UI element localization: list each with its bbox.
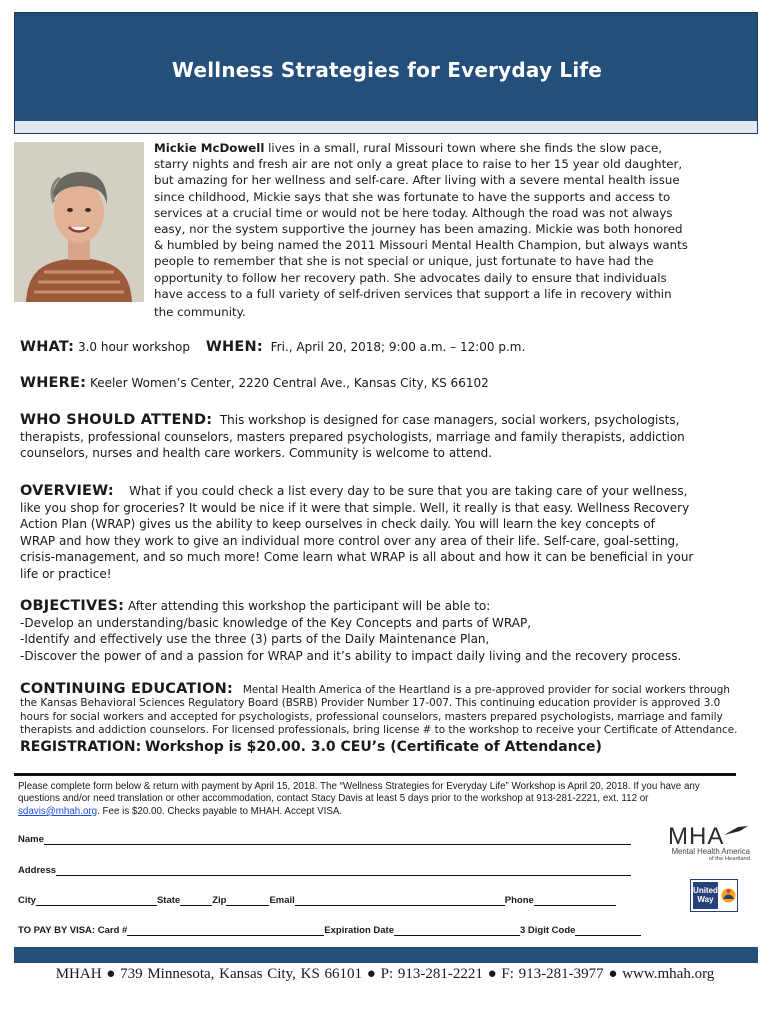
bio-line: the community. <box>154 305 246 320</box>
what-label: WHAT: <box>20 339 75 355</box>
name-row <box>18 834 631 845</box>
address-row <box>18 865 631 876</box>
address-field[interactable] <box>56 865 631 876</box>
when-label: WHEN: <box>205 339 263 355</box>
form-instructions <box>18 781 738 818</box>
bio-line: lives in a small, rural Missouri town where she finds the slow pace, <box>264 141 662 155</box>
contact-email-link[interactable]: sdavis@mhah.org <box>18 805 98 817</box>
bio-line: opportunity to follow her recovery path. She advocates daily to ensure that individuals <box>154 270 667 285</box>
bio-line: easy, nor the system supportive the journey has been amazing. Mickie was both honored <box>154 222 683 237</box>
what-value: 3.0 hour workshop <box>77 340 191 354</box>
visa-row <box>18 925 641 936</box>
email-field[interactable] <box>295 895 505 906</box>
registration-row <box>20 739 748 756</box>
overview-section <box>20 483 748 582</box>
when-value: Fri., April 20, 2018; 9:00 a.m. – 12:00 p.m. <box>270 340 526 354</box>
expiration-label: Expiration Date <box>324 925 394 936</box>
name-label: Name <box>18 834 44 845</box>
ce-line: hours for social workers and accepted for psychologists, professional counselors, masters prepared psychologists, marriage and family <box>20 710 723 723</box>
mha-logo-subtitle: Mental Health America <box>671 847 750 856</box>
where-label: WHERE: <box>20 375 87 391</box>
who-line: counselors, nurses and health care workers. Community is welcome to attend. <box>20 446 493 460</box>
ce-line: Mental Health America of the Heartland is a pre-approved provider for social workers through <box>242 684 730 696</box>
mha-logo-letters: MHA <box>668 823 725 850</box>
objective-item: -Develop an understanding/basic knowledge of the Key Concepts and parts of WRAP, <box>20 615 532 630</box>
state-label: State <box>156 895 181 906</box>
city-row <box>18 895 616 906</box>
city-label: City <box>18 895 36 906</box>
overview-line: What if you could check a list every day to be sure that you are taking care of your wellness, <box>129 484 688 498</box>
code-field[interactable] <box>575 925 641 936</box>
continuing-education-section <box>20 683 748 738</box>
who-line: This workshop is designed for case managers, social workers, psychologists, <box>219 413 680 427</box>
form-intro-line: questions and/or need translation or other accommodation, contact Stacy Davis at least 5 days prior to the workshop at 913-281-2221, ext. 112 or <box>18 793 649 805</box>
city-field[interactable] <box>36 895 157 906</box>
address-label: Address <box>18 865 57 876</box>
overview-line: life or practice! <box>20 566 112 581</box>
objectives-section <box>20 598 748 664</box>
mha-swoosh-icon <box>724 826 748 836</box>
overview-line: like you shop for groceries? It would be nice if it were that simple. Well, it really is that easy. Wellness Recovery <box>20 500 690 515</box>
mha-logo <box>668 823 750 862</box>
phone-label: Phone <box>504 895 534 906</box>
bio-line: have access to a full variety of self-driven services that support a life in recovery within <box>154 286 672 301</box>
card-number-field[interactable] <box>127 925 324 936</box>
page-title: Wellness Strategies for Everyday Life <box>171 58 603 82</box>
registration-value: Workshop is $20.00. 3.0 CEU’s (Certificate of Attendance) <box>145 739 602 755</box>
who-line: therapists, professional counselors, masters prepared psychologists, marriage and family therapists, addiction <box>20 429 685 444</box>
ce-line: therapists and addiction counselors. For licensed professionals, bring license # to the workshop to receive your Certificate of Attendance. <box>20 724 738 737</box>
bio-line: services at a crucial time or would not be here today. Although the road was not always <box>154 205 673 220</box>
objectives-intro: After attending this workshop the participant will be able to: <box>128 599 491 613</box>
name-field[interactable] <box>44 834 631 845</box>
overview-line: crisis-management, and so much more! Come learn what WRAP is all about and how it can be beneficial in your <box>20 550 694 564</box>
bio-line: starry nights and fresh air are not only a great place to raise to her 15 year old daughter, <box>154 157 683 172</box>
form-divider <box>14 773 736 776</box>
form-intro-line: Please complete form below & return with payment by April 15, 2018. The “Wellness Strategies for Everyday Life” Workshop is April 20, 2018. If you have any <box>18 781 700 792</box>
overview-line: Action Plan (WRAP) gives us the ability to keep ourselves in check daily. You will learn the key concepts of <box>20 517 655 531</box>
where-row <box>20 375 748 392</box>
objective-item: -Identify and effectively use the three (3) parts of the Daily Maintenance Plan, <box>20 632 490 646</box>
who-label: WHO SHOULD ATTEND: <box>20 412 213 428</box>
form-intro-line: . Fee is $20.00. Checks payable to MHAH. Accept VISA. <box>97 805 343 817</box>
email-label: Email <box>269 895 295 906</box>
banner-strip <box>15 121 757 133</box>
who-section <box>20 412 748 462</box>
footer-contact: MHAH ● 739 Minnesota, Kansas City, KS 66101 ● P: 913-281-2221 ● F: 913-281-3977 ● www.mhah.org <box>55 966 715 982</box>
ce-label: CONTINUING EDUCATION: <box>20 681 233 697</box>
state-field[interactable] <box>180 895 212 906</box>
registration-label: REGISTRATION: <box>20 739 142 755</box>
visa-card-label: TO PAY BY VISA: Card # <box>18 925 128 936</box>
title-banner <box>14 12 758 134</box>
footer-bar <box>14 947 758 963</box>
where-value: Keeler Women’s Center, 2220 Central Ave., Kansas City, KS 66102 <box>89 376 489 390</box>
bio-line: & humbled by being named the 2011 Missouri Mental Health Champion, but always wants <box>154 238 688 253</box>
ce-line: the Kansas Behavioral Sciences Regulatory Board (BSRB) Provider Number 17-007. This continuing education provider is approved 3.0 <box>20 697 721 710</box>
bio-line: but amazing for her wellness and self-care. After living with a severe mental health issue <box>154 173 680 188</box>
zip-field[interactable] <box>226 895 269 906</box>
bio-line: people to remember that she is not special or unique, just fortunate to have had the <box>154 254 654 269</box>
what-when-row <box>20 339 748 356</box>
phone-field[interactable] <box>534 895 616 906</box>
united-way-hand-icon <box>721 885 736 906</box>
zip-label: Zip <box>212 895 227 906</box>
speaker-bio <box>154 140 732 320</box>
united-way-logo <box>690 879 738 912</box>
speaker-photo <box>14 142 144 302</box>
mha-logo-region: of the Heartland <box>708 856 750 862</box>
united-way-text: United Way <box>693 882 718 909</box>
code-label: 3 Digit Code <box>519 925 576 936</box>
expiration-field[interactable] <box>394 925 520 936</box>
speaker-name: Mickie McDowell <box>154 141 265 155</box>
objectives-label: OBJECTIVES: <box>20 598 125 614</box>
objective-item: -Discover the power of and a passion for WRAP and it’s ability to impact daily living and the recovery process. <box>20 648 682 663</box>
overview-line: WRAP and how they work to give an individual more control over any area of their life. Self-care, goal-setting, <box>20 533 679 548</box>
bio-line: since childhood, Mickie says that she was fortunate to have the supports and access to <box>154 189 671 204</box>
overview-label: OVERVIEW: <box>20 483 114 499</box>
